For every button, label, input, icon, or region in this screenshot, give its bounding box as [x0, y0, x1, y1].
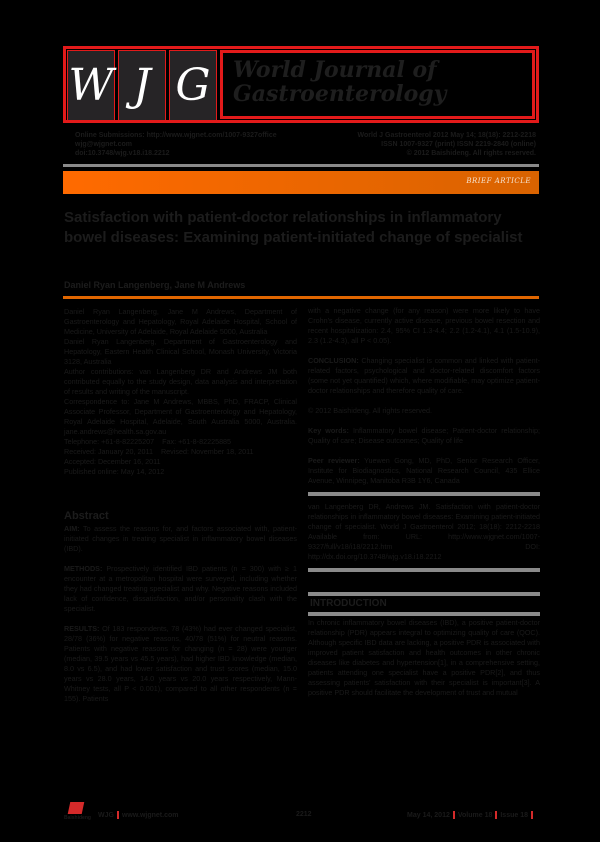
authors-divider — [63, 296, 539, 299]
introduction-text: In chronic inflammatory bowel diseases (IBD), a positive patient-doctor relationship (PDR) appears integral to optimizing quality of care (QOC). Although specific IBD data are lacking, a positive PDR is associated with improved patient satisfaction and health outcomes in other chronic diseases like diabetes and hypertension[1], in a comprehensive setting, patients attending one specialist have a positive PDR[2], and thus assessing patients' satisfaction with their specialist is important[3]. A positive PDR should facilitate the development of trust and mutual — [308, 618, 540, 697]
abstract-methods — [64, 564, 297, 614]
footer-separator — [495, 811, 497, 819]
footer-right — [407, 811, 536, 819]
received-date: Received: January 20, 2011 — [64, 447, 153, 456]
journal-name-box — [220, 50, 535, 119]
results-continued: with a negative change (for any reason) were more likely to have Crohn's disease, currently active disease, previous bowel resection and recent hospitalization: 2.4, 95% CI 1.3-4.4; 2.2 (1.2-4.1), 4.1 (1.5-10.9), 2.3 (1.2-4.3), all P < 0.05). — [308, 306, 540, 345]
citation-divider-top — [308, 492, 540, 496]
footer-left — [98, 811, 178, 819]
footer-separator — [117, 811, 119, 819]
peer-reviewer-label: Peer reviewer: — [308, 456, 360, 465]
footer-issue: Issue 18 — [500, 811, 528, 819]
methods-text: Prospectively identified IBD patients (n = 300) with ≥ 1 encounter at a metropolitan hospital were surveyed, including whether they had changed treating specialist and why. Negative reasons included lack of confidence, dissatisfaction, and/or personality clash with the specialist. — [64, 564, 297, 613]
accepted-date: Accepted: December 16, 2011 — [64, 457, 161, 466]
abstract-results — [64, 624, 297, 704]
page-number: 2212 — [296, 811, 312, 818]
telephone: Telephone: +61-8-82225207 — [64, 437, 155, 446]
copyright-header: © 2012 Baishideng. All rights reserved. — [406, 150, 536, 157]
left-column — [64, 307, 297, 704]
affiliation-2: Daniel Ryan Langenberg, Department of Gastroenterology and Hepatology, Eastern Health Clinical School, Monash University, Victoria 3128, Australia — [64, 337, 297, 366]
publisher-logo-icon — [64, 802, 91, 824]
abstract-conclusion — [308, 356, 540, 396]
results-text: Of 183 respondents, 78 (43%) had ever changed specialist, 28/78 (36%) for negative reasons, 40/78 (51%) for neutral reasons. Patients with negative reasons for changing (n = 28) were younger (median, 39.5 years vs 45.5 years), had higher IBD knowledge (median, 8.0 vs 6.5), and had lower satisfaction and trust scores (median, 15.0 years vs 28.0 years, 14.0 years vs 20.0 years respectively, Mann-Whitney tests, all P < 0.001), compared to all other respondents (n = 155). Patients — [64, 624, 297, 703]
introduction-heading: INTRODUCTION — [308, 592, 540, 616]
journal-name — [233, 58, 446, 106]
conclusion-label: CONCLUSION: — [308, 356, 359, 365]
correspondence: Correspondence to: Jane M Andrews, MBBS, PhD, FRACP, Clinical Associate Professor, Department of Gastroenterology and Hepatology, Royal Adelaide Hospital, Adelaide, South Australia 5000, Australia. jane.andrews@health.sa.gov.au — [64, 397, 297, 436]
article-type-bar — [63, 171, 539, 194]
journal-name-line2: Gastroenterology — [233, 81, 447, 107]
journal-citation: World J Gastroenterol 2012 May 14; 18(18): 2212-2218 — [357, 132, 536, 139]
article-authors: Daniel Ryan Langenberg, Jane M Andrews — [64, 280, 246, 290]
page-footer — [64, 808, 540, 828]
peer-reviewer — [308, 456, 540, 486]
article-type-label: BRIEF ARTICLE — [466, 177, 531, 185]
keywords — [308, 426, 540, 446]
fax: Fax: +61-8-82225885 — [162, 437, 232, 446]
footer-journal-abbrev: WJG — [98, 811, 114, 819]
footer-website[interactable]: www.wjgnet.com — [121, 811, 179, 819]
dates-line — [64, 447, 297, 457]
published-date: Published online: May 14, 2012 — [64, 467, 165, 476]
peer-reviewer-text: Yuewen Gong, MD, PhD, Senior Research Officer, Institute for Biodiagnostics, National Research Council, 435 Ellice Avenue, Winnipeg, Manitoba R3B 1Y6, Canada — [308, 456, 540, 485]
logo-letter-j: J — [118, 50, 166, 121]
aim-text: To assess the reasons for, and factors associated with, patient-initiated changes in treating specialist in inflammatory bowel diseases (IBD). — [64, 524, 297, 553]
issn: ISSN 1007-9327 (print) ISSN 2219-2840 (online) — [381, 141, 536, 148]
keywords-text: Inflammatory bowel disease; Patient-doctor relationship; Quality of care; Disease outcomes; Quality of life — [308, 426, 540, 445]
submission-info — [75, 131, 277, 158]
logo-letter-g: G — [169, 50, 217, 121]
citation-divider-bottom — [308, 568, 540, 572]
aim-label: AIM: — [64, 524, 80, 533]
journal-name-line1: World Journal of — [233, 57, 437, 83]
submission-email: wjg@wjgnet.com — [75, 141, 132, 148]
author-contributions: Author contributions: van Langenberg DR and Andrews JM both contributed equally to the study design, data analysis and interpretation of results and writing of the manuscript. — [64, 367, 297, 396]
publisher-name: Baishideng — [64, 815, 91, 821]
logo-letter-w: W — [67, 50, 115, 121]
footer-separator — [531, 811, 533, 819]
citation-info — [358, 131, 536, 158]
header-divider — [63, 164, 539, 167]
how-to-cite: van Langenberg DR, Andrews JM. Satisfaction with patient-doctor relationships in inflammatory bowel diseases: Examining patient-initiated change of specialist. World J Gastroenterol 2012; 18(18): 2212-2218 Available from: URL: http://www.wjgnet.com/1007-9327/full/v18/i18/2212.htm DOI: http://dx.doi.org/10.3748/wjg.v18.i18.2212 — [308, 502, 540, 561]
keywords-label: Key words: — [308, 426, 349, 435]
revised-date: Revised: November 18, 2011 — [160, 447, 254, 456]
copyright-notice: © 2012 Baishideng. All rights reserved. — [308, 406, 432, 415]
conclusion-text: Changing specialist is common and linked with patient-related factors, psychological and doctor-related discomfort factors (some not yet quantified) which, where modifiable, may optimize patient-doctor relationships and therefore quality of care. — [308, 356, 541, 395]
publisher-mark-icon — [68, 802, 85, 814]
right-column — [308, 306, 540, 698]
abstract-heading: Abstract — [64, 510, 109, 522]
submission-url: Online Submissions: http://www.wjgnet.com/1007-9327office — [75, 132, 277, 139]
abstract-aim — [64, 524, 297, 554]
doi: doi:10.3748/wjg.v18.i18.2212 — [75, 150, 170, 157]
footer-volume: Volume 18 — [457, 811, 493, 819]
results-label: RESULTS: — [64, 624, 100, 633]
contact-line — [64, 437, 297, 447]
footer-separator — [453, 811, 455, 819]
article-title: Satisfaction with patient-doctor relationships in inflammatory bowel diseases: Examining patient-initiated change of specialist — [64, 209, 523, 246]
methods-label: METHODS: — [64, 564, 103, 573]
footer-date: May 14, 2012 — [407, 811, 450, 819]
journal-masthead — [63, 46, 539, 123]
affiliation-1: Daniel Ryan Langenberg, Jane M Andrews, Department of Gastroenterology and Hepatology, Royal Adelaide Hospital, School of Medicine, University of Adelaide, Royal Adelaide 5000, Australia — [64, 307, 297, 336]
